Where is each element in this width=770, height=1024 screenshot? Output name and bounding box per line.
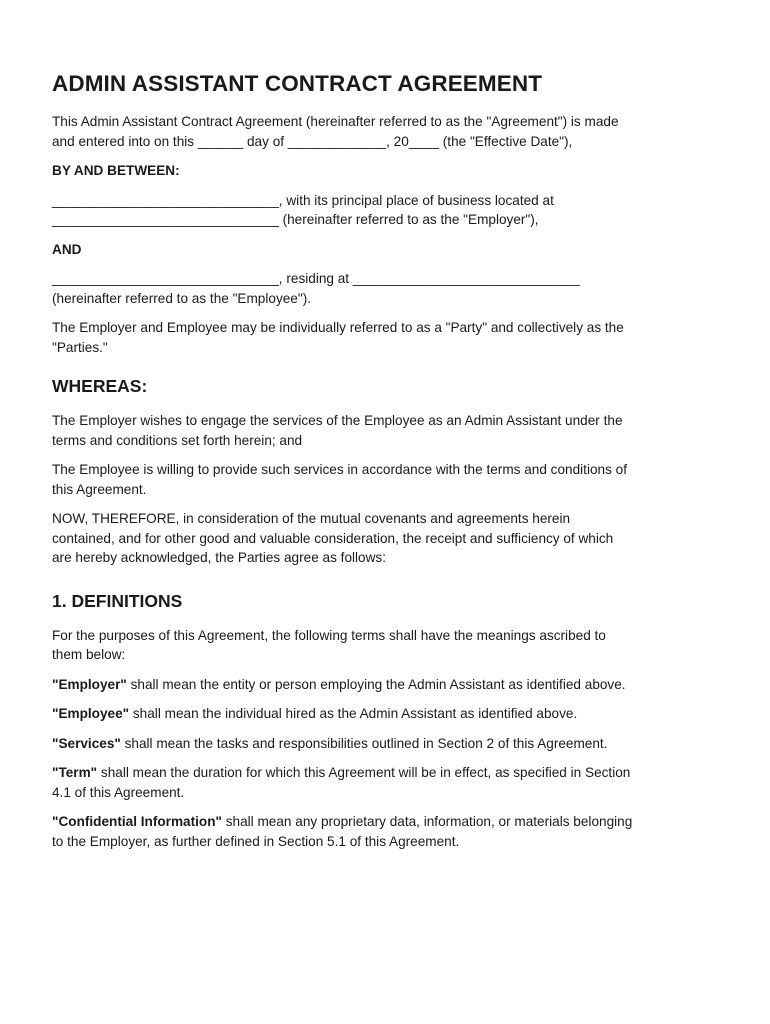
now-therefore-paragraph xyxy=(52,509,722,568)
definition-term: "Confidential Information" xyxy=(52,814,222,829)
definition-text: shall mean any proprietary data, information, or materials belonging xyxy=(221,814,633,829)
intro-line-1: This Admin Assistant Contract Agreement (hereinafter referred to as the "Agreement") is made xyxy=(52,114,619,129)
definitions-intro-line-2: them below: xyxy=(52,647,126,662)
definition-text: shall mean the duration for which this Agreement will be in effect, as specified in Section xyxy=(97,765,631,780)
definition-confidential-information xyxy=(52,812,722,851)
definitions-heading: 1. DEFINITIONS xyxy=(52,590,183,611)
by-and-between-label: BY AND BETWEEN: xyxy=(52,163,180,178)
whereas-1-line-1: The Employer wishes to engage the services of the Employee as an Admin Assistant under the xyxy=(52,413,623,428)
definition-services xyxy=(52,734,722,754)
now-therefore-line-2: contained, and for other good and valuable consideration, the receipt and sufficiency of which xyxy=(52,530,614,546)
employee-block xyxy=(52,269,722,308)
and-label: AND xyxy=(52,241,82,257)
definition-term: "Employer" xyxy=(52,676,127,692)
whereas-2-line-1: The Employee is willing to provide such services in accordance with the terms and conditions of xyxy=(52,462,627,477)
definition-term: "Term" xyxy=(52,765,98,780)
parties-paragraph xyxy=(52,318,722,357)
employer-block xyxy=(52,191,722,230)
document-title: ADMIN ASSISTANT CONTRACT AGREEMENT xyxy=(52,71,543,96)
now-therefore-line-1: NOW, THEREFORE, in consideration of the mutual covenants and agreements herein xyxy=(52,511,571,526)
definitions-intro-line-1: For the purposes of this Agreement, the following terms shall have the meanings ascribed to xyxy=(52,627,606,643)
definition-term: "Employee" xyxy=(52,706,130,721)
definitions-intro xyxy=(52,626,722,665)
definition-term-entry xyxy=(52,763,722,802)
parties-line-2: "Parties." xyxy=(52,339,108,355)
employee-line-2: (hereinafter referred to as the "Employee"). xyxy=(52,290,311,306)
definition-text: shall mean the individual hired as the Admin Assistant as identified above. xyxy=(129,706,578,721)
now-therefore-line-3: are hereby acknowledged, the Parties agree as follows: xyxy=(52,550,386,565)
whereas-paragraph-1 xyxy=(52,411,722,450)
definition-employee xyxy=(52,704,722,724)
definition-text: shall mean the entity or person employing the Admin Assistant as identified above. xyxy=(126,676,626,692)
whereas-heading: WHEREAS: xyxy=(52,376,148,396)
intro-paragraph xyxy=(52,112,722,151)
definition-text-line-2: to the Employer, as further defined in Section 5.1 of this Agreement. xyxy=(52,833,460,849)
whereas-1-line-2: terms and conditions set forth herein; and xyxy=(52,432,303,448)
employer-line-2: ______________________________ (hereinafter referred to as the "Employer"), xyxy=(52,212,539,227)
parties-line-1: The Employer and Employee may be individually referred to as a "Party" and collectively as the xyxy=(52,320,624,335)
employee-line-1: ______________________________, residing at ______________________________ xyxy=(52,271,580,286)
definition-term: "Services" xyxy=(52,735,121,751)
document-body xyxy=(52,70,722,851)
whereas-paragraph-2 xyxy=(52,460,722,499)
definition-text-line-2: 4.1 of this Agreement. xyxy=(52,784,185,800)
definition-text: shall mean the tasks and responsibilities outlined in Section 2 of this Agreement. xyxy=(120,735,608,751)
definition-employer xyxy=(52,675,722,695)
employer-line-1: ______________________________, with its principal place of business located at xyxy=(52,192,554,208)
whereas-2-line-2: this Agreement. xyxy=(52,481,147,497)
intro-line-2: and entered into on this ______ day of _____________, 20____ (the "Effective Date"), xyxy=(52,133,573,149)
